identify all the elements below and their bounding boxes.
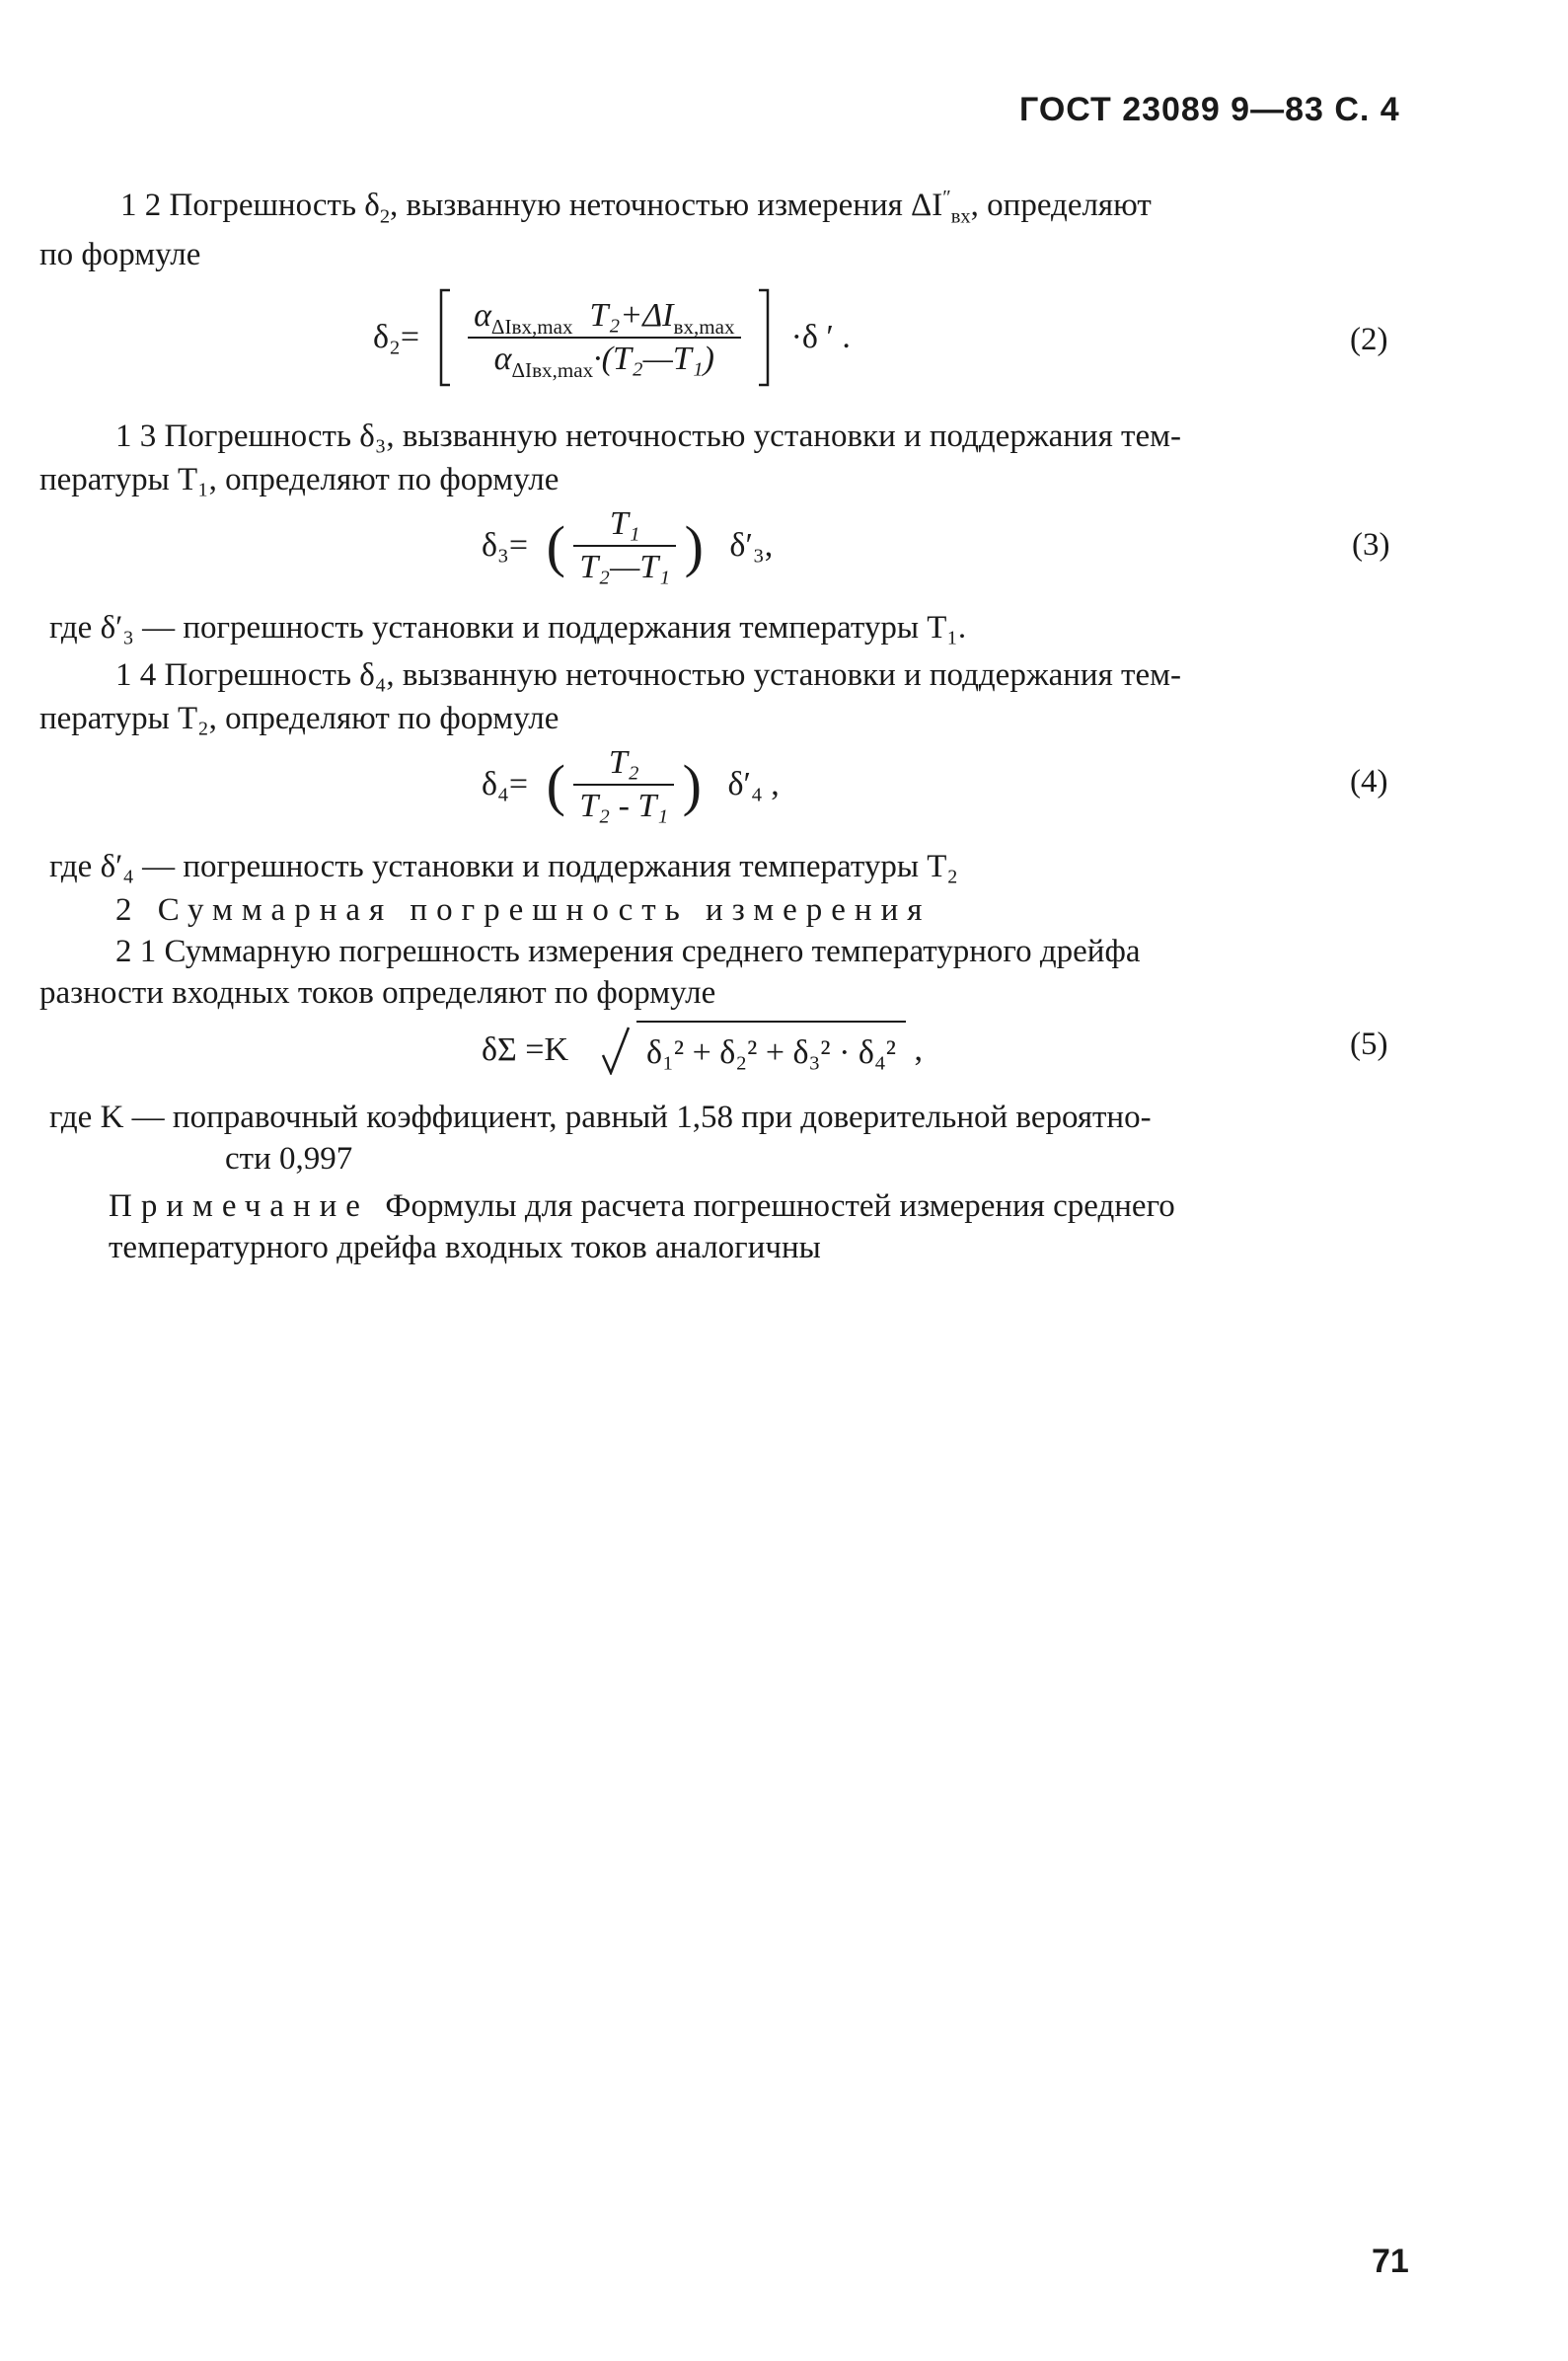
f4-lhs: δ₄= xyxy=(482,766,529,802)
f4-tail: δ′₄ , xyxy=(727,766,780,802)
f3-fraction xyxy=(573,505,676,586)
s2-heading: 2 Суммарная погрешность измерения xyxy=(115,892,932,928)
s12-prefix: 1 2 Погрешность δ xyxy=(120,188,380,223)
f4-lparen: ( xyxy=(546,752,565,817)
page-header: ГОСТ 23089 9—83 С. 4 xyxy=(1019,91,1400,128)
f3-tail: δ′₃, xyxy=(729,527,774,564)
s13-line1: 1 3 Погрешность δ₃, вызванную неточностью установки и поддержания тем- xyxy=(115,419,1181,454)
s12-sup: ″ xyxy=(942,187,951,208)
formula-4 xyxy=(482,744,780,825)
s12-end: , определяют xyxy=(970,188,1152,223)
eq-number-5: (5) xyxy=(1350,1027,1388,1062)
f2-lhs: δ₂= xyxy=(373,319,420,355)
s12-line2: по формуле xyxy=(39,237,201,272)
f4-denominator: T₂ - T₁ xyxy=(579,788,669,824)
eq-number-3: (3) xyxy=(1352,527,1390,563)
gk-line2: сти 0,997 xyxy=(225,1141,353,1177)
s21-line2: разности входных токов определяют по формуле xyxy=(39,975,716,1011)
f2-tail: ·δ ′ . xyxy=(790,319,851,355)
s12-sub2: 2 xyxy=(379,205,391,228)
g3-line: где δ′₃ — погрешность установки и поддержания температуры T₁. xyxy=(49,610,967,646)
f4-rparen: ) xyxy=(682,752,702,817)
f2-denominator: $\alpha_{\Delta Iвх,max}\cdot(T_2—T_1)$ xyxy=(493,341,714,382)
s21-line1: 2 1 Суммарную погрешность измерения среднего температурного дрейфа xyxy=(115,934,1141,969)
s12-mid: , вызванную неточностью измерения ΔI xyxy=(390,188,943,223)
f4-fraction xyxy=(573,744,674,825)
f3-lhs: δ₃= xyxy=(482,527,529,564)
formula-2 xyxy=(373,288,851,387)
s12-line1 xyxy=(120,184,1152,227)
f3-numerator: T₁ xyxy=(573,505,676,547)
note-line1 xyxy=(109,1184,1175,1228)
f2-fraction xyxy=(468,297,741,382)
gk-line1: где K — поправочный коэффициент, равный 1,58 при доверительной вероятно- xyxy=(49,1100,1152,1135)
f4-numerator: T₂ xyxy=(573,744,674,786)
note-line2: температурного дрейфа входных токов аналогичны xyxy=(109,1230,821,1265)
left-bracket-icon xyxy=(438,288,452,387)
f5-tail: , xyxy=(914,1031,923,1068)
radical-icon xyxy=(599,1026,633,1075)
f2-numerator: $\alpha_{\Delta Iвх,max}$ $T_2+\Delta I_{вх,max}$ xyxy=(468,297,741,339)
right-bracket-icon xyxy=(757,288,771,387)
s12-sub-vx: вх xyxy=(950,205,971,228)
formula-3 xyxy=(482,505,773,586)
eq-number-4: (4) xyxy=(1350,764,1388,800)
formula-5 xyxy=(482,1021,923,1080)
f3-lparen: ( xyxy=(546,513,565,578)
f5-radicand: δ₁² + δ₂² + δ₃² · δ₄² xyxy=(636,1021,906,1080)
f3-rparen: ) xyxy=(684,513,704,578)
note-label: Примечание xyxy=(109,1188,369,1224)
s14-line2: пературы T₂, определяют по формуле xyxy=(39,701,560,736)
note-text: Формулы для расчета погрешностей измерения среднего xyxy=(385,1188,1175,1224)
f3-denominator: T₂—T₁ xyxy=(579,549,671,585)
s13-line2: пературы T₁, определяют по формуле xyxy=(39,462,560,497)
g4-line: где δ′₄ — погрешность установки и поддержания температуры T₂ xyxy=(49,849,958,884)
f5-lhs: δΣ =K xyxy=(482,1031,569,1068)
eq-number-2: (2) xyxy=(1350,322,1388,357)
s14-line1: 1 4 Погрешность δ₄, вызванную неточностью установки и поддержания тем- xyxy=(115,657,1181,693)
page-number: 71 xyxy=(1372,2243,1409,2280)
